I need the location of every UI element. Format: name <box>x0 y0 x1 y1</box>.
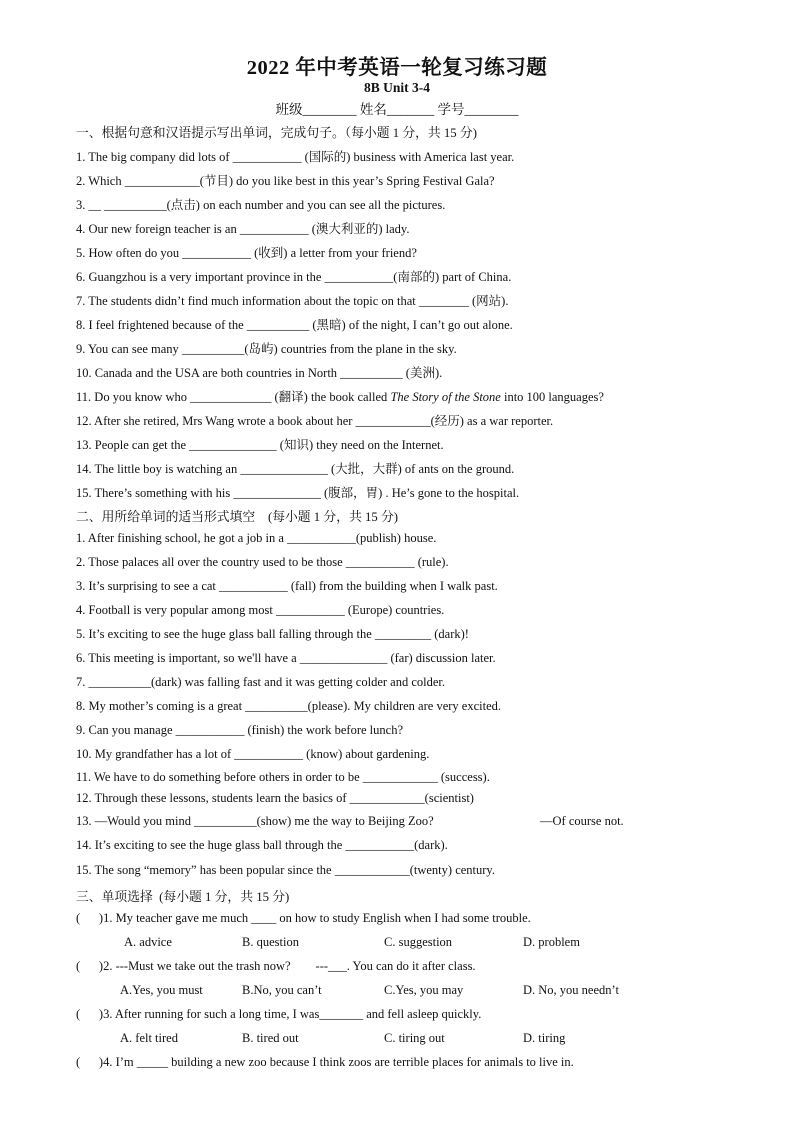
mc-option: D. No, you needn’t <box>523 983 619 997</box>
s1-question: 14. The little boy is watching an ______________ (大批，大群) of ants on the ground. <box>76 462 515 476</box>
mc-question-1: ( )1. My teacher gave me much ____ on how to study English when I had some trouble. <box>76 911 531 925</box>
s1-question: 8. I feel frightened because of the __________ (黑暗) of the night, I can’t go out alone. <box>76 318 513 332</box>
mc-question-4: ( )4. I’m _____ building a new zoo because I think zoos are terrible places for animals to live in. <box>76 1055 574 1069</box>
s2-question: 1. After finishing school, he got a job in a ___________(publish) house. <box>76 531 437 545</box>
s1-question: 9. You can see many __________(岛屿) countries from the plane in the sky. <box>76 342 457 356</box>
s1-question: 12. After she retired, Mrs Wang wrote a book about her ____________(经历) as a war reporter. <box>76 414 554 428</box>
s1-question-11 <box>76 387 604 405</box>
mc-option: D. problem <box>523 935 580 949</box>
s1-q11-text-start: 11. Do you know who _____________ (翻译) the book called <box>76 390 391 404</box>
s1-question: 4. Our new foreign teacher is an ___________ (澳大利亚的) lady. <box>76 222 410 236</box>
mc-question-3: ( )3. After running for such a long time, I was_______ and fell asleep quickly. <box>76 1007 482 1021</box>
book-title: The Story of the Stone <box>390 390 501 404</box>
student-info-line: 班级________ 姓名_______ 学号________ <box>275 102 519 117</box>
s2-question: 14. It’s exciting to see the huge glass ball through the ___________(dark). <box>76 838 448 852</box>
mc-question-2: ( )2. ---Must we take out the trash now? ---___. You can do it after class. <box>76 959 476 973</box>
s2-question: 11. We have to do something before others in order to be ____________ (success). <box>76 770 490 784</box>
s2-question: 4. Football is very popular among most ___________ (Europe) countries. <box>76 603 445 617</box>
s2-question: 12. Through these lessons, students learn the basics of ____________(scientist) <box>76 791 474 805</box>
s1-question: 13. People can get the ______________ (知识) they need on the Internet. <box>76 438 444 452</box>
s1-question: 15. There’s something with his ______________ (腹部，胃) . He’s gone to the hospital. <box>76 486 520 500</box>
s2-question: 15. The song “memory” has been popular since the ____________(twenty) century. <box>76 863 495 877</box>
mc-option: B. tired out <box>242 1031 299 1045</box>
s1-question: 3. __ __________(点击) on each number and you can see all the pictures. <box>76 198 446 212</box>
s1-question: 5. How often do you ___________ (收到) a letter from your friend? <box>76 246 417 260</box>
s1-question: 1. The big company did lots of ___________ (国际的) business with America last year. <box>76 150 515 164</box>
section1-heading: 一、根据句意和汉语提示写出单词，完成句子。（每小题 1 分，共 15 分) <box>76 126 477 140</box>
mc-option: D. tiring <box>523 1031 566 1045</box>
s1-q11-text-end: into 100 languages? <box>500 390 604 404</box>
mc-option: A. advice <box>124 935 172 949</box>
mc-option: C.Yes, you may <box>384 983 464 997</box>
s1-question: 7. The students didn’t find much information about the topic on that ________ (网站). <box>76 294 509 308</box>
mc-option: A. felt tired <box>120 1031 178 1045</box>
s2-question: 5. It’s exciting to see the huge glass ball falling through the _________ (dark)! <box>76 627 469 641</box>
section3-heading: 三、单项选择 (每小题 1 分，共 15 分) <box>76 890 290 904</box>
page-title: 2022 年中考英语一轮复习练习题 <box>246 57 548 79</box>
mc-option: B.No, you can’t <box>242 983 322 997</box>
s2-question: 3. It’s surprising to see a cat ___________ (fall) from the building when I walk past. <box>76 579 498 593</box>
s1-question: 6. Guangzhou is a very important province in the ___________(南部的) part of China. <box>76 270 512 284</box>
s2-question: 13. —Would you mind __________(show) me the way to Beijing Zoo? <box>76 814 434 828</box>
s2-question: 7. __________(dark) was falling fast and it was getting colder and colder. <box>76 675 446 689</box>
s2-question: 10. My grandfather has a lot of ___________ (know) about gardening. <box>76 747 430 761</box>
mc-option: C. tiring out <box>384 1031 445 1045</box>
s2-q13-reply: —Of course not. <box>540 814 624 828</box>
mc-option: C. suggestion <box>384 935 453 949</box>
mc-option: B. question <box>242 935 299 949</box>
s2-question: 9. Can you manage ___________ (finish) the work before lunch? <box>76 723 404 737</box>
unit-subtitle: 8B Unit 3-4 <box>363 80 430 95</box>
s2-question: 6. This meeting is important, so we'll have a ______________ (far) discussion later. <box>76 651 496 665</box>
s1-question: 10. Canada and the USA are both countries in North __________ (美洲). <box>76 366 443 380</box>
mc-option: A.Yes, you must <box>120 983 203 997</box>
s2-question: 2. Those palaces all over the country used to be those ___________ (rule). <box>76 555 449 569</box>
s2-question: 8. My mother’s coming is a great __________(please). My children are very excited. <box>76 699 501 713</box>
s1-question: 2. Which ____________(节目) do you like best in this year’s Spring Festival Gala? <box>76 174 495 188</box>
section2-heading: 二、用所给单词的适当形式填空 (每小题 1 分，共 15 分) <box>76 510 399 524</box>
